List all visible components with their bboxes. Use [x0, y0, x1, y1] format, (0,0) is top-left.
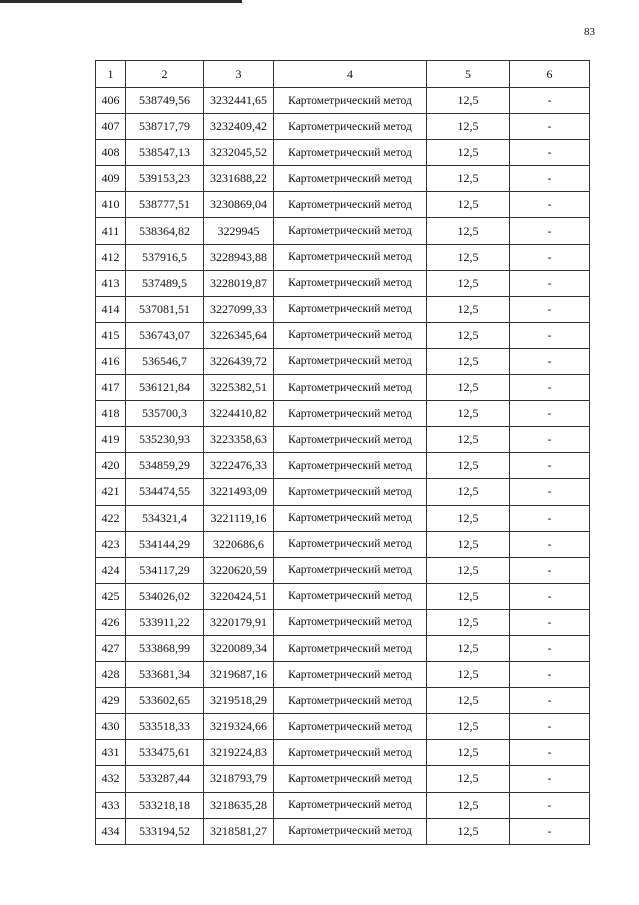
table-row [96, 583, 590, 609]
method-cell: Картометрический метод [274, 609, 427, 635]
method-cell: Картометрический метод [274, 375, 427, 401]
table-row [96, 218, 590, 244]
coordinate-y-cell: 3227099,33 [204, 296, 274, 322]
table-row [96, 114, 590, 140]
table-row [96, 662, 590, 688]
point-number-cell: 422 [96, 505, 126, 531]
accuracy-cell: 12,5 [427, 88, 510, 114]
note-cell: - [510, 218, 590, 244]
coordinate-x-cell: 533475,61 [126, 740, 204, 766]
method-cell: Картометрический метод [274, 296, 427, 322]
table-row [96, 453, 590, 479]
point-number-cell: 429 [96, 688, 126, 714]
coordinate-y-cell: 3218793,79 [204, 766, 274, 792]
table-body [96, 88, 590, 845]
method-cell: Картометрический метод [274, 140, 427, 166]
coordinate-y-cell: 3228019,87 [204, 270, 274, 296]
coordinate-x-cell: 533194,52 [126, 818, 204, 844]
coordinate-y-cell: 3219518,29 [204, 688, 274, 714]
point-number-cell: 411 [96, 218, 126, 244]
method-cell: Картометрический метод [274, 688, 427, 714]
coordinate-x-cell: 533287,44 [126, 766, 204, 792]
note-cell: - [510, 322, 590, 348]
accuracy-cell: 12,5 [427, 218, 510, 244]
note-cell: - [510, 244, 590, 270]
coordinate-x-cell: 537489,5 [126, 270, 204, 296]
method-cell: Картометрический метод [274, 218, 427, 244]
accuracy-cell: 12,5 [427, 557, 510, 583]
point-number-cell: 413 [96, 270, 126, 296]
accuracy-cell: 12,5 [427, 375, 510, 401]
table-row [96, 427, 590, 453]
table-row [96, 401, 590, 427]
page-number: 83 [584, 26, 595, 38]
accuracy-cell: 12,5 [427, 401, 510, 427]
accuracy-cell: 12,5 [427, 453, 510, 479]
note-cell: - [510, 140, 590, 166]
coordinate-x-cell: 537081,51 [126, 296, 204, 322]
point-number-cell: 430 [96, 714, 126, 740]
point-number-cell: 416 [96, 348, 126, 374]
note-cell: - [510, 583, 590, 609]
point-number-cell: 420 [96, 453, 126, 479]
accuracy-cell: 12,5 [427, 322, 510, 348]
coordinate-y-cell: 3232045,52 [204, 140, 274, 166]
point-number-cell: 425 [96, 583, 126, 609]
coordinate-y-cell: 3226345,64 [204, 322, 274, 348]
method-cell: Картометрический метод [274, 818, 427, 844]
note-cell: - [510, 375, 590, 401]
method-cell: Картометрический метод [274, 531, 427, 557]
table-row [96, 192, 590, 218]
note-cell: - [510, 427, 590, 453]
table-row [96, 296, 590, 322]
coordinate-y-cell: 3226439,72 [204, 348, 274, 374]
table-row [96, 818, 590, 844]
note-cell: - [510, 818, 590, 844]
accuracy-cell: 12,5 [427, 479, 510, 505]
table-row [96, 688, 590, 714]
coordinate-y-cell: 3229945 [204, 218, 274, 244]
coordinate-y-cell: 3219224,83 [204, 740, 274, 766]
point-number-cell: 424 [96, 557, 126, 583]
accuracy-cell: 12,5 [427, 505, 510, 531]
coordinates-table [95, 60, 590, 845]
coordinate-y-cell: 3221119,16 [204, 505, 274, 531]
accuracy-cell: 12,5 [427, 348, 510, 374]
table-row [96, 140, 590, 166]
point-number-cell: 410 [96, 192, 126, 218]
accuracy-cell: 12,5 [427, 792, 510, 818]
note-cell: - [510, 740, 590, 766]
table-row [96, 635, 590, 661]
table-row [96, 348, 590, 374]
table-row [96, 270, 590, 296]
method-cell: Картометрический метод [274, 505, 427, 531]
coordinate-x-cell: 538749,56 [126, 88, 204, 114]
note-cell: - [510, 453, 590, 479]
coordinate-y-cell: 3219687,16 [204, 662, 274, 688]
table-row [96, 714, 590, 740]
accuracy-cell: 12,5 [427, 635, 510, 661]
note-cell: - [510, 88, 590, 114]
point-number-cell: 419 [96, 427, 126, 453]
coordinate-y-cell: 3232441,65 [204, 88, 274, 114]
method-cell: Картометрический метод [274, 557, 427, 583]
point-number-cell: 427 [96, 635, 126, 661]
method-cell: Картометрический метод [274, 401, 427, 427]
coordinate-y-cell: 3223358,63 [204, 427, 274, 453]
coordinate-x-cell: 533602,65 [126, 688, 204, 714]
note-cell: - [510, 348, 590, 374]
coordinate-x-cell: 534859,29 [126, 453, 204, 479]
column-header-1: 1 [96, 61, 126, 88]
point-number-cell: 434 [96, 818, 126, 844]
column-header-2: 2 [126, 61, 204, 88]
method-cell: Картометрический метод [274, 114, 427, 140]
note-cell: - [510, 531, 590, 557]
note-cell: - [510, 766, 590, 792]
accuracy-cell: 12,5 [427, 714, 510, 740]
accuracy-cell: 12,5 [427, 609, 510, 635]
accuracy-cell: 12,5 [427, 818, 510, 844]
column-header-3: 3 [204, 61, 274, 88]
note-cell: - [510, 792, 590, 818]
note-cell: - [510, 479, 590, 505]
table-row [96, 740, 590, 766]
coordinate-x-cell: 534321,4 [126, 505, 204, 531]
coordinate-x-cell: 538547,13 [126, 140, 204, 166]
method-cell: Картометрический метод [274, 583, 427, 609]
coordinate-x-cell: 533218,18 [126, 792, 204, 818]
coordinate-y-cell: 3218581,27 [204, 818, 274, 844]
coordinate-x-cell: 536546,7 [126, 348, 204, 374]
point-number-cell: 428 [96, 662, 126, 688]
table-row [96, 531, 590, 557]
coordinate-y-cell: 3232409,42 [204, 114, 274, 140]
method-cell: Картометрический метод [274, 635, 427, 661]
coordinate-x-cell: 535230,93 [126, 427, 204, 453]
coordinate-x-cell: 533911,22 [126, 609, 204, 635]
accuracy-cell: 12,5 [427, 427, 510, 453]
accuracy-cell: 12,5 [427, 114, 510, 140]
coordinate-x-cell: 533518,33 [126, 714, 204, 740]
table-row [96, 766, 590, 792]
coordinate-x-cell: 538717,79 [126, 114, 204, 140]
note-cell: - [510, 635, 590, 661]
method-cell: Картометрический метод [274, 88, 427, 114]
note-cell: - [510, 557, 590, 583]
coordinate-x-cell: 534026,02 [126, 583, 204, 609]
point-number-cell: 409 [96, 166, 126, 192]
note-cell: - [510, 270, 590, 296]
table-row [96, 88, 590, 114]
point-number-cell: 431 [96, 740, 126, 766]
coordinate-y-cell: 3220089,34 [204, 635, 274, 661]
note-cell: - [510, 192, 590, 218]
method-cell: Картометрический метод [274, 479, 427, 505]
column-header-4: 4 [274, 61, 427, 88]
table-row [96, 166, 590, 192]
method-cell: Картометрический метод [274, 166, 427, 192]
point-number-cell: 418 [96, 401, 126, 427]
accuracy-cell: 12,5 [427, 740, 510, 766]
method-cell: Картометрический метод [274, 662, 427, 688]
coordinate-x-cell: 534474,55 [126, 479, 204, 505]
accuracy-cell: 12,5 [427, 166, 510, 192]
coordinate-y-cell: 3219324,66 [204, 714, 274, 740]
table-row [96, 609, 590, 635]
coordinate-y-cell: 3228943,88 [204, 244, 274, 270]
top-rule [0, 0, 242, 3]
point-number-cell: 414 [96, 296, 126, 322]
note-cell: - [510, 688, 590, 714]
method-cell: Картометрический метод [274, 766, 427, 792]
table-row [96, 375, 590, 401]
accuracy-cell: 12,5 [427, 583, 510, 609]
coordinate-x-cell: 533681,34 [126, 662, 204, 688]
point-number-cell: 406 [96, 88, 126, 114]
accuracy-cell: 12,5 [427, 296, 510, 322]
accuracy-cell: 12,5 [427, 270, 510, 296]
point-number-cell: 408 [96, 140, 126, 166]
accuracy-cell: 12,5 [427, 766, 510, 792]
coordinate-y-cell: 3218635,28 [204, 792, 274, 818]
accuracy-cell: 12,5 [427, 531, 510, 557]
coordinate-x-cell: 534144,29 [126, 531, 204, 557]
table-row [96, 244, 590, 270]
table-header-row [96, 61, 590, 88]
note-cell: - [510, 505, 590, 531]
coordinate-y-cell: 3222476,33 [204, 453, 274, 479]
method-cell: Картометрический метод [274, 348, 427, 374]
method-cell: Картометрический метод [274, 740, 427, 766]
coordinate-x-cell: 535700,3 [126, 401, 204, 427]
coordinate-y-cell: 3220620,59 [204, 557, 274, 583]
accuracy-cell: 12,5 [427, 662, 510, 688]
table-row [96, 322, 590, 348]
coordinate-y-cell: 3231688,22 [204, 166, 274, 192]
accuracy-cell: 12,5 [427, 244, 510, 270]
coordinate-y-cell: 3224410,82 [204, 401, 274, 427]
note-cell: - [510, 166, 590, 192]
accuracy-cell: 12,5 [427, 192, 510, 218]
point-number-cell: 432 [96, 766, 126, 792]
coordinate-x-cell: 534117,29 [126, 557, 204, 583]
table-row [96, 505, 590, 531]
accuracy-cell: 12,5 [427, 140, 510, 166]
coordinate-x-cell: 533868,99 [126, 635, 204, 661]
note-cell: - [510, 662, 590, 688]
accuracy-cell: 12,5 [427, 688, 510, 714]
coordinate-x-cell: 537916,5 [126, 244, 204, 270]
coordinate-y-cell: 3225382,51 [204, 375, 274, 401]
note-cell: - [510, 609, 590, 635]
coordinate-x-cell: 538364,82 [126, 218, 204, 244]
point-number-cell: 417 [96, 375, 126, 401]
note-cell: - [510, 401, 590, 427]
note-cell: - [510, 714, 590, 740]
coordinate-y-cell: 3220179,91 [204, 609, 274, 635]
table-row [96, 557, 590, 583]
coordinate-y-cell: 3220424,51 [204, 583, 274, 609]
method-cell: Картометрический метод [274, 714, 427, 740]
coordinate-x-cell: 539153,23 [126, 166, 204, 192]
method-cell: Картометрический метод [274, 427, 427, 453]
method-cell: Картометрический метод [274, 322, 427, 348]
table-row [96, 479, 590, 505]
point-number-cell: 407 [96, 114, 126, 140]
column-header-5: 5 [427, 61, 510, 88]
coordinate-x-cell: 536121,84 [126, 375, 204, 401]
coordinate-y-cell: 3230869,04 [204, 192, 274, 218]
table-row [96, 792, 590, 818]
column-header-6: 6 [510, 61, 590, 88]
method-cell: Картометрический метод [274, 792, 427, 818]
method-cell: Картометрический метод [274, 244, 427, 270]
point-number-cell: 412 [96, 244, 126, 270]
note-cell: - [510, 296, 590, 322]
method-cell: Картометрический метод [274, 192, 427, 218]
note-cell: - [510, 114, 590, 140]
point-number-cell: 423 [96, 531, 126, 557]
method-cell: Картометрический метод [274, 453, 427, 479]
point-number-cell: 433 [96, 792, 126, 818]
coordinate-y-cell: 3220686,6 [204, 531, 274, 557]
method-cell: Картометрический метод [274, 270, 427, 296]
coordinate-x-cell: 536743,07 [126, 322, 204, 348]
point-number-cell: 415 [96, 322, 126, 348]
point-number-cell: 421 [96, 479, 126, 505]
coordinate-x-cell: 538777,51 [126, 192, 204, 218]
point-number-cell: 426 [96, 609, 126, 635]
coordinate-y-cell: 3221493,09 [204, 479, 274, 505]
